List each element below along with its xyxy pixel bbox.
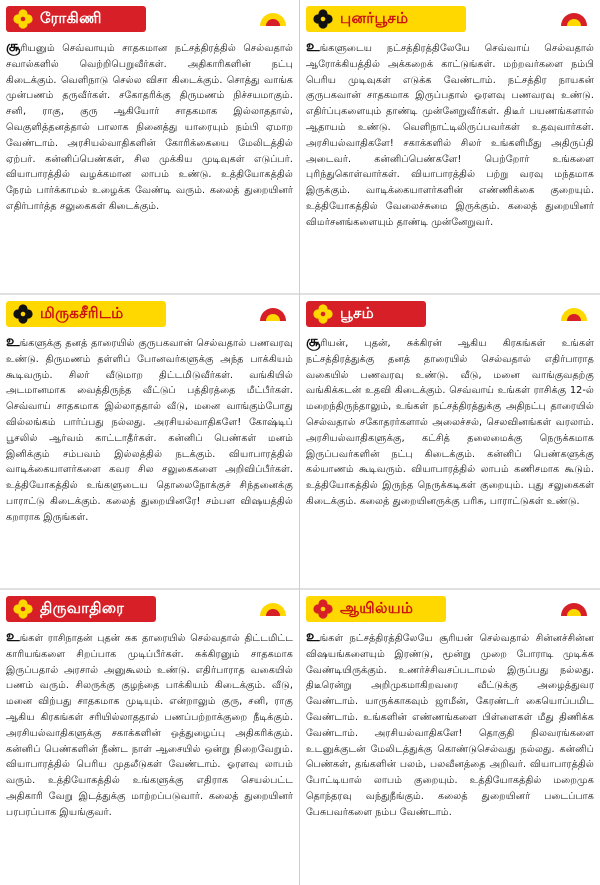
section-rohini: [0, 0, 300, 295]
section-header: [6, 299, 293, 329]
dropcap: உ: [306, 627, 320, 645]
sun-icon: [257, 301, 289, 323]
clover-icon: [12, 598, 34, 620]
sun-icon: [257, 596, 289, 618]
clover-icon: [12, 8, 34, 30]
section-text: ங்கள் ராசிநாதன் புதன் சுக தாரையில் செல்வதால் திட்டமிட்ட காரியங்களை சிறப்பாக முடிப்பீர்கள். சுக்கிரனும் சாதகமாக இருப்பதால் அரசால் அனுகூலம் உண்டு. எதிர்பாராத வகையில் பணம் வரும். சிலருக்கு குழந்தை பாக்கியம் கிடைக்கும். வீடு, மனை விற்பது சாதகமாக முடியும். என்றாலும் குரு, சனி, ராகு ஆகிய கிரகங்கள் சரியில்லாததால் பணப்பற்றாக்குறை நீடிக்கும். அரசியல்வாதிகளுக்கு சகாக்களின் ஒத்துழைப்பு அதிகரிக்கும். கன்னிப் பெண்களின் நீண்ட நாள் ஆசையில் ஒன்று நிறைவேறும். வியாபாரத்தில் பெரிய முதலீடுகள் வேண்டாம். ஓரளவு லாபம் வரும். உத்தியோகத்தில் உங்களுக்கு எதிராக செயல்பட்ட அதிகாரி வேறு இடத்துக்கு மாற்றப்படுவார். கலைத் துறையினர் பரபரப்பாக இயங்குவர்.: [6, 633, 293, 818]
sun-icon: [558, 301, 590, 323]
dropcap: சூ: [6, 37, 21, 55]
clover-icon: [312, 598, 334, 620]
sun-icon: [257, 6, 289, 28]
section-text: ங்களுடைய நட்சத்திரத்திலேயே செவ்வாய் செல்வதால் ஆரோக்கியத்தில் அக்கறைக் காட்டுங்கள். மற்றவர்களை நம்பி பெரிய முடிவுகள் எடுக்க வேண்டாம். நட்சத்திர நாயகன் குருபகவான் சாதகமாக இருப்பதால் ஓரளவு பணவரவு உண்டு. எதிர்ப்புகளையும் தாண்டி முன்னேறுவீர்கள். திடீர் பயணங்களால் ஆதாயம் உண்டு. வெளிநாட்டிலிருப்பவர்கள் உதவுவார்கள். அரசியல்வாதிகளே! சகாக்களில் சிலர் உங்களிமீது அதிருப்தி அடைவர். கன்னிப்பெண்களே! பெற்றோர் உங்களை புரிந்துகொள்வார்கள். வியாபாரத்தில் பற்று வரவு மந்தமாக இருக்கும். வாடிக்கையாளர்களின் எண்ணிக்கை குறையும். உத்தியோகத்தில் வேலைச்சுமை இருக்கும். கலைத் துறையினர் விமர்சனங்களையும் தாண்டி முன்னேறுவர்.: [306, 43, 594, 228]
section-mirugaseeridam: [0, 295, 300, 590]
section-text: ங்களுக்கு தனத் தாரையில் குருபகவான் செல்வதால் பணவரவு உண்டு. திருமணம் தள்ளிப் போனவர்களுக்கு அந்த பாக்கியம் கூடிவரும். சிலர் வீடுமாற திட்டமிடுவீர்கள். வங்கியில் அடமானமாக வைத்திருந்த வீட்டுப் பத்திரத்தை மீட்பீர்கள். செவ்வாய் சாதகமாக இல்லாததால் வீடு, மனை வாங்கும்போது வில்லங்கம் பார்ப்பது நல்லது. அரசியல்வாதிகளே! கோஷ்டிப் பூசலில் ஆர்வம் காட்டாதீர்கள். கன்னிப் பெண்கள் மனம் இனிக்கும் சம்பவம் இல்லத்தில் நடக்கும். வியாபாரத்தில் வாடிக்கையாளர்களை கவர சில சலுகைகளை அறிவிப்பீர்கள். உத்தியோகத்தில் உங்களுடைய தொலைநோக்குச் சிந்தனைக்கு பாராட்டு கிடைக்கும். கலைத் துறையினரே! சம்பள விஷயத்தில் கறாராக இருங்கள்.: [6, 338, 293, 523]
section-thiruvathirai: [0, 590, 300, 885]
section-text: ரியனும் செவ்வாயும் சாதகமான நட்சத்திரத்தில் செல்வதால் சவால்களில் வெற்றிபெறுவீர்கள். அதிகாரிகளின் நட்பு கிடைக்கும். வெளிநாடு செல்ல விசா கிடைக்கும். சொத்து வாங்க முன்பணம் தருவீர்கள். சகோதரிக்கு திருமணம் நிச்சயமாகும். சனி, ராகு, குரு ஆகியோர் சாதகமாக இல்லாததால், வெகுளித்தனத்தால் பாலாக நினைத்து யாரையும் நம்பி ஏமாற வேண்டாம். அரசியல்வாதிகளின் கோரிக்கையை மேலிடத்தில் ஏற்பர். கன்னிப்பெண்கள், சில முக்கிய முடிவுகள் எடுப்பர். வியாபாரத்தில் வழக்கமான லாபம் உண்டு. உத்தியோகத்தில் நேரம் பார்க்காமல் உழைக்க வேண்டி வரும். கலைத் துறையினர் எதிர்பார்த்த சலுகைகள் கிடைக்கும்.: [6, 43, 293, 212]
section-ayilyam: [300, 590, 600, 885]
section-title: பூசம்: [340, 304, 374, 322]
section-title-pill: [306, 596, 446, 622]
section-header: [306, 4, 594, 34]
section-title: புனர்பூசம்: [340, 9, 409, 27]
section-header: [306, 594, 594, 624]
section-title-pill: [6, 596, 156, 622]
section-punarpoosam: [300, 0, 600, 295]
dropcap: உ: [6, 332, 20, 350]
dropcap: உ: [6, 627, 20, 645]
section-body: [6, 629, 293, 821]
section-body: [306, 39, 594, 231]
section-header: [306, 299, 594, 329]
section-title-pill: [306, 6, 466, 32]
section-title: ரோகிணி: [40, 9, 102, 27]
section-title-pill: [306, 301, 426, 327]
section-title: ஆயில்யம்: [340, 599, 414, 617]
section-header: [6, 4, 293, 34]
clover-icon: [12, 303, 34, 325]
section-text: ரியன், புதன், சுக்கிரன் ஆகிய கிரகங்கள் உங்கள் நட்சத்திரத்துக்கு தனத் தாரையில் செல்வதால் எதிர்பாராத வகையில் பணவரவு உண்டு. வீடு, மனை வாங்குவதற்கு வங்கிக்கடன் உதவி கிடைக்கும். செவ்வாய் உங்கள் ராசிக்கு 12-ல் மறைந்திருந்தாலும், உங்கள் நட்சத்திரத்துக்கு அதிநட்பு தாரையில் செல்வதால் சகோதரர்களால் அலைச்சல், செலவினங்கள் வரலாம். அரசியல்வாதிகளுக்கு, கட்சித் தலைமைக்கு நெருக்கமாக இருப்பவர்களின் நட்பு கிடைக்கும். கன்னிப் பெண்களுக்கு கல்யாணம் கூடிவரும். வியாபாரத்தில் லாபம் கணிசமாக கூடும். உத்தியோகத்தில் இருந்த நெருக்கடிகள் குறையும். புது சலுகைகள் கிடைக்கும். கலைத் துறையினருக்கு பரிசு, பாராட்டுகள் உண்டு.: [306, 338, 594, 507]
section-title: திருவாதிரை: [40, 599, 125, 617]
section-body: [6, 334, 293, 526]
section-title-pill: [6, 301, 166, 327]
section-title: மிருகசீரிடம்: [40, 304, 124, 322]
clover-icon: [312, 303, 334, 325]
section-body: [306, 629, 594, 821]
section-body: [306, 334, 594, 510]
clover-icon: [312, 8, 334, 30]
dropcap: உ: [306, 37, 320, 55]
sun-icon: [558, 6, 590, 28]
section-header: [6, 594, 293, 624]
section-poosam: [300, 295, 600, 590]
dropcap: சூ: [306, 332, 321, 350]
section-title-pill: [6, 6, 146, 32]
section-text: ங்கள் நட்சத்திரத்திலேயே சூரியன் செல்வதால் சின்னச்சின்ன விஷயங்களையும் இரண்டு, மூன்று முறை போராடி முடிக்க வேண்டியிருக்கும். உணர்ச்சிவசப்படாமல் இருப்பது நல்லது. திடீரென்று அறிமுகமாகிறவரை வீட்டுக்கு அழைத்துவர வேண்டாம். யாருக்காகவும் ஜாமீன், கேரண்டர் கையொப்பமிட வேண்டாம். உங்களின் எண்ணங்களை பிள்ளைகள் மீது திணிக்க வேண்டாம். அரசியல்வாதிகளே! தொகுதி நிலவரங்களை உடனுக்குடன் மேலிடத்துக்கு கொண்டுசெல்வது நல்லது. கன்னிப் பெண்கள், தங்களின் பலம், பலவீனத்தை அறிவர். வியாபாரத்தில் போட்டியால் லாபம் குறையும். உத்தியோகத்தில் மறைமுக தொந்தரவு வந்துநீங்கும். கலைத் துறையினர் படைப்பாக பேசுபவர்களை நம்ப வேண்டாம்.: [306, 633, 594, 818]
sun-icon: [558, 596, 590, 618]
section-body: [6, 39, 293, 215]
